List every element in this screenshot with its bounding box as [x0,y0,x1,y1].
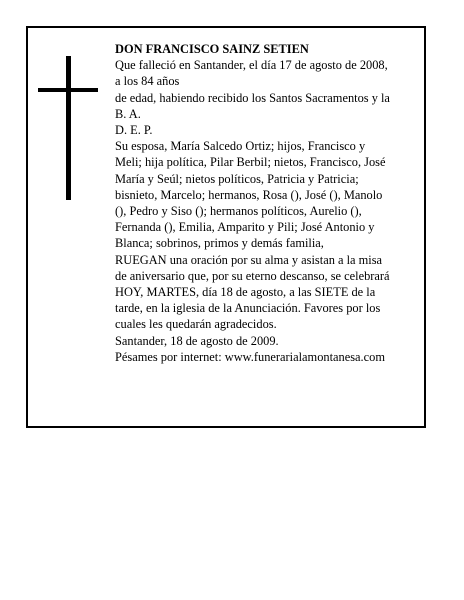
obituary-line: Blanca; sobrinos, primos y demás familia, [115,236,324,251]
obituary-line: de aniversario que, por su eterno descanso, se celebrará [115,268,390,283]
cross-vertical-bar [66,56,71,200]
obituary-text [115,41,421,365]
obituary-frame [26,26,426,428]
obituary-line: Santander, 18 de agosto de 2009. [115,333,279,348]
obituary-line: D. E. P. [115,123,153,138]
obituary-line: de edad, habiendo recibido los Santos Sacramentos y la [115,90,390,105]
obituary-line: María y Seúl; nietos políticos, Patricia y Patricia; [115,171,359,186]
obituary-line: RUEGAN una oración por su alma y asistan a la misa [115,252,383,267]
obituary-line: a los 84 años [115,74,180,89]
obituary-line: HOY, MARTES, día 18 de agosto, a las SIETE de la [115,285,376,300]
deceased-name: DON FRANCISCO SAINZ SETIEN [115,42,309,56]
obituary-line: tarde, en la iglesia de la Anunciación. Favores por los [115,301,381,316]
obituary-line: Fernanda (), Emilia, Amparito y Pili; José Antonio y [115,220,375,235]
cross-icon [38,56,98,200]
obituary-line: cuales les quedarán agradecidos. [115,317,277,332]
obituary-line: B. A. [115,106,141,121]
obituary-line: Que falleció en Santander, el día 17 de agosto de 2008, [115,58,388,73]
obituary-line: bisnieto, Marcelo; hermanos, Rosa (), José (), Manolo [115,187,383,202]
obituary-line: Pésames por internet: www.funerarialamontanesa.com [115,349,385,364]
cross-horizontal-bar [38,88,98,92]
obituary-line: (), Pedro y Siso (); hermanos políticos, Aurelio (), [115,204,362,219]
obituary-line: Meli; hija política, Pilar Berbil; nietos, Francisco, José [115,155,386,170]
obituary-line: Su esposa, María Salcedo Ortiz; hijos, Francisco y [115,139,366,154]
